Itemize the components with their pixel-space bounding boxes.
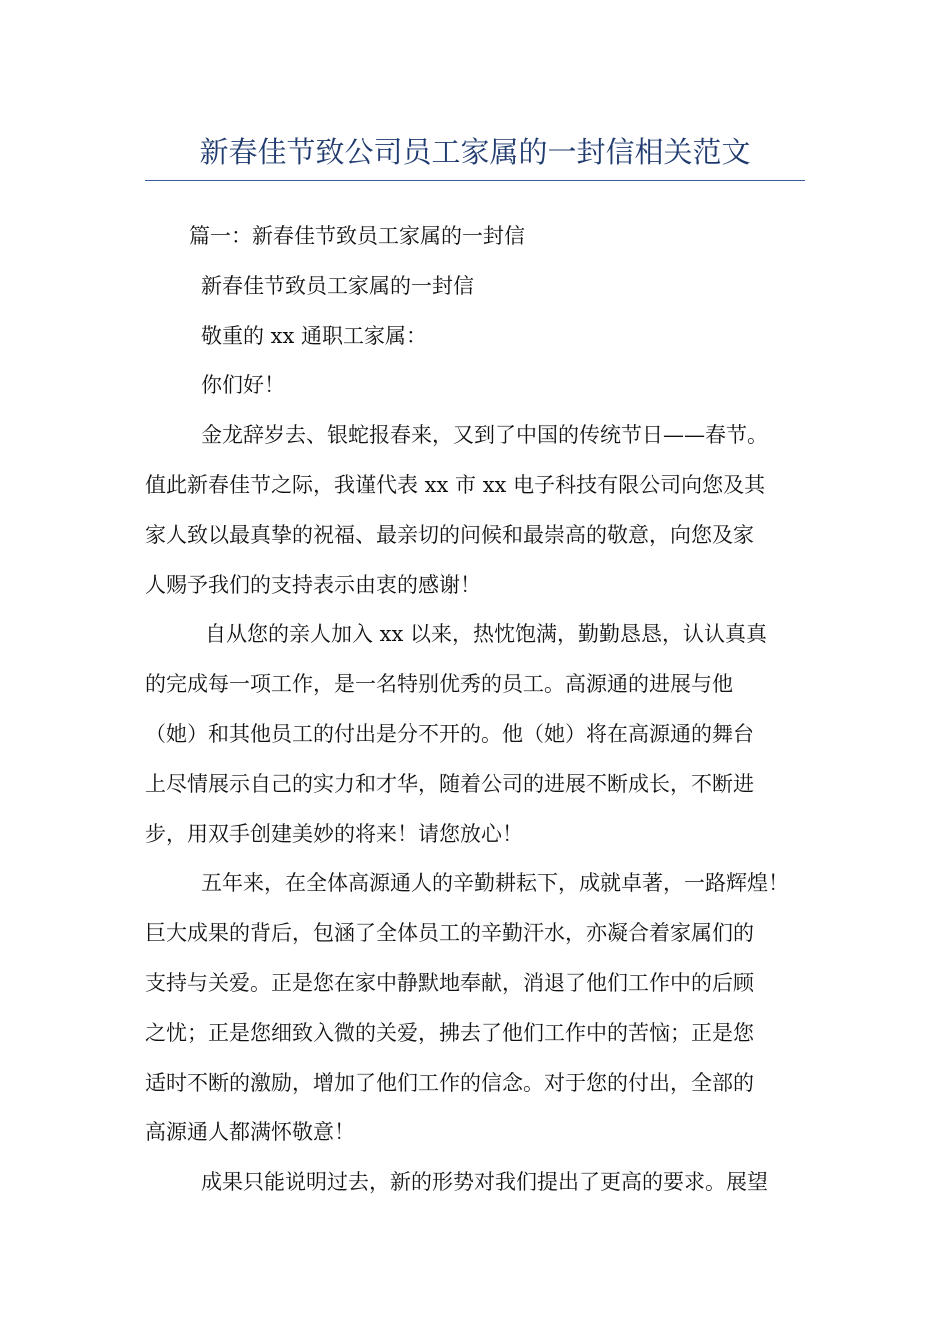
document-body xyxy=(145,212,835,1208)
paragraph-line: 支持与关爱。正是您在家中静默地奉献，消退了他们工作中的后顾 xyxy=(145,970,754,995)
paragraph-line: 金龙辞岁去、银蛇报春来，又到了中国的传统节日——春节。 xyxy=(201,423,768,448)
salutation: 敬重的 xx 通职工家属： xyxy=(201,323,428,348)
paragraph-line: 值此新春佳节之际，我谨代表 xx 市 xx 电子科技有限公司向您及其 xyxy=(145,472,766,497)
letter-title: 新春佳节致员工家属的一封信 xyxy=(201,273,474,298)
paragraph-line: 自从您的亲人加入 xx 以来，热忱饱满，勤勤恳恳，认认真真 xyxy=(205,622,768,647)
paragraph-line: 上尽情展示自己的实力和才华，随着公司的进展不断成长，不断进 xyxy=(145,771,754,796)
paragraph-line: 巨大成果的背后，包涵了全体员工的辛勤汗水，亦凝合着家属们的 xyxy=(145,921,754,946)
paragraph-line: 人赐予我们的支持表示由衷的感谢！ xyxy=(145,572,481,597)
paragraph-line: 高源通人都满怀敬意！ xyxy=(145,1120,355,1145)
section-heading: 篇一：新春佳节致员工家属的一封信 xyxy=(189,224,525,248)
paragraph-line: 的完成每一项工作，是一名特别优秀的员工。高源通的进展与他 xyxy=(145,672,733,697)
paragraph-line: 步，用双手创建美妙的将来！请您放心！ xyxy=(145,821,523,846)
document-title: 新春佳节致公司员工家属的一封信相关范文 xyxy=(199,135,751,169)
paragraph-line: （她）和其他员工的付出是分不开的。他（她）将在高源通的舞台 xyxy=(145,721,754,746)
paragraph-line: 适时不断的激励，增加了他们工作的信念。对于您的付出，全部的 xyxy=(145,1070,754,1095)
paragraph-line: 五年来，在全体高源通人的辛勤耕耘下，成就卓著，一路辉煌！ xyxy=(201,871,789,896)
title-underline xyxy=(145,180,805,181)
paragraph-line: 成果只能说明过去，新的形势对我们提出了更高的要求。展望 xyxy=(201,1170,768,1195)
greeting: 你们好！ xyxy=(201,373,285,398)
paragraph-line: 之忧；正是您细致入微的关爱，拂去了他们工作中的苦恼；正是您 xyxy=(145,1020,754,1045)
paragraph-line: 家人致以最真挚的祝福、最亲切的问候和最崇高的敬意，向您及家 xyxy=(145,522,754,547)
